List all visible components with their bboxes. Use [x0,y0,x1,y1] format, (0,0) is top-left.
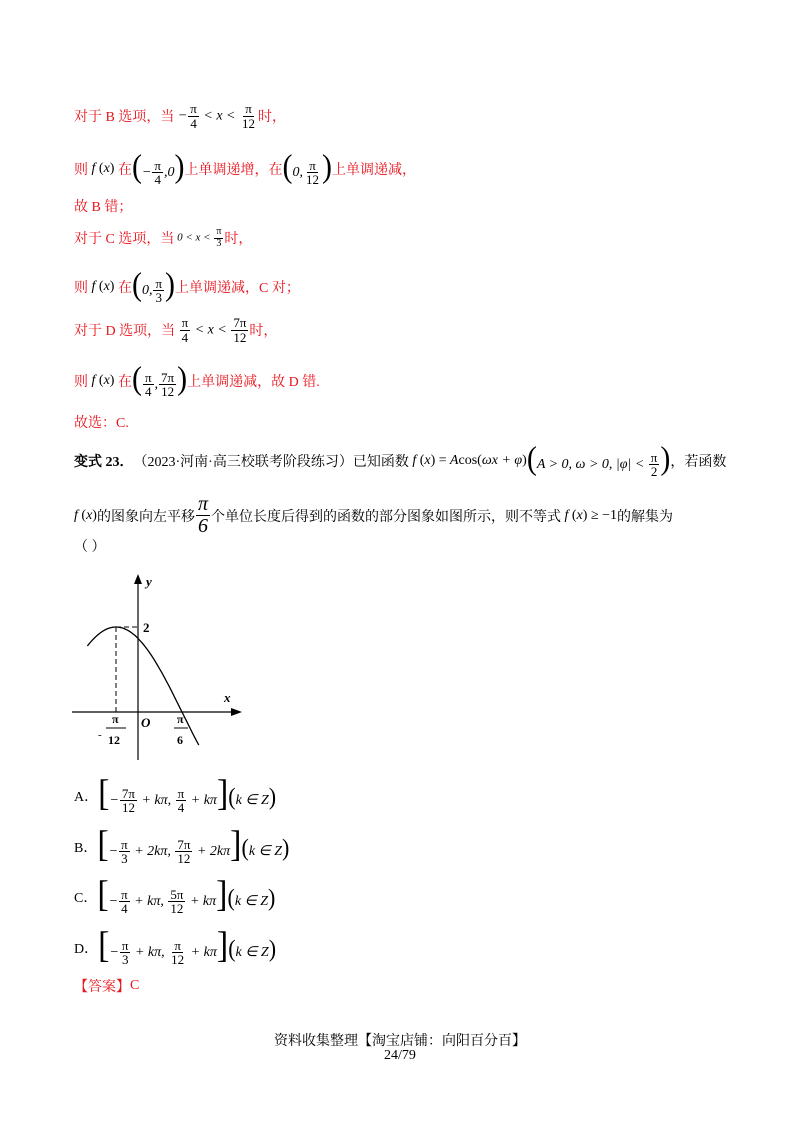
interval-b2: (0, $\frac{\pi}{12}$ ) [282,148,332,188]
interval-d: ( $\frac{\pi}{4}$ , $\frac{7\pi}{12}$ ) [131,360,188,400]
inequality-c: 0 < x < $\frac{\pi}{3}$ [174,226,222,249]
y-axis-label: y [146,574,152,589]
analysis-d-line1: 对于 D 选项，当 $\frac{\pi}{4}$ < x < $\frac{7\pi}{12}$ 时， [74,315,278,345]
analysis-c-line1: 对于 C 选项，当 0 < x < $\frac{\pi}{3}$ 时， [74,226,253,249]
x-axis-label: x [224,690,231,705]
option-a-interval: [− $\frac{7\pi}{12}$ + kπ, $\frac{\pi}{4}$ + kπ](k ∈ Z) [98,773,277,816]
analysis-c-line2: 则 f (x) 在 (0, $\frac{\pi}{3}$ ) 上单调递减，C 对； [74,266,300,306]
function-definition: f (x) = Acos(ωx + φ) [408,453,527,469]
analysis-d-line2: 则 f (x) 在 ( $\frac{\pi}{4}$ , $\frac{7\pi}{12}$ ) 上单调递减，故 D 错. [74,360,320,400]
function-graph [68,570,258,770]
y-axis-arrow [134,574,142,584]
option-b-interval: [− $\frac{\pi}{3}$ + 2kπ, $\frac{7\pi}{12}$ + 2kπ](k ∈ Z) [97,824,290,867]
origin-label: O [141,715,151,730]
tick-left-sign: - [98,729,102,741]
question-blank: （ ） [74,540,106,555]
footer-source: 资料收集整理【淘宝店铺：向阳百分百】 [274,1034,526,1049]
answer-tag: 【答案】 [74,980,130,995]
analysis-b-line2: 则 f (x) 在 (− $\frac{\pi}{4}$ ,0) 上单调递增，在 (0, $\frac{\pi}{12}$ ) 上单调递减， [74,148,416,188]
interval-c: (0, $\frac{\pi}{3}$ ) [131,266,176,306]
option-c[interactable]: C． [− $\frac{\pi}{4}$ + kπ, $\frac{5\pi}{12}$ + kπ](k ∈ Z) [74,874,276,917]
inequality-question: f (x) ≥ −1 [560,507,618,523]
option-d-interval: [− $\frac{\pi}{3}$ + kπ, $\frac{\pi}{12}$ + kπ](k ∈ Z) [98,925,277,968]
tick-left-numerator: π [112,712,119,726]
inequality-d: $\frac{\pi}{4}$ < x < $\frac{7\pi}{12}$ [181,315,247,345]
tick-left-denominator: 12 [108,733,120,747]
question-number: 变式 23． [74,455,134,471]
option-a[interactable]: A． [− $\frac{7\pi}{12}$ + kπ, $\frac{\pi}{4}$ + kπ](k ∈ Z) [74,773,277,816]
answer-value: C [130,978,140,993]
interval-b1: (− $\frac{\pi}{4}$ ,0) [131,148,185,188]
analysis-choice: 故选：C. [74,416,129,431]
x-axis-arrow [231,708,242,716]
max-value-label: 2 [143,620,150,635]
question-line2: f (x) 的图象向左平移 $\frac{\pi}{6}$ 个单位长度后得到的函数的部分图象如图所示，则不等式 f (x) ≥ −1 的解集为 [74,493,674,537]
option-c-interval: [− $\frac{\pi}{4}$ + kπ, $\frac{5\pi}{12}$ + kπ](k ∈ Z) [97,874,276,917]
page-number: 24/79 [384,1048,416,1063]
answer-line [74,976,139,996]
tick-right-denominator: 6 [177,733,183,747]
inequality-b: − $\frac{\pi}{4}$ < x < $\frac{\pi}{12}$ [174,101,255,131]
fx-symbol: f (x) [88,161,115,177]
question-line1: 变式 23． （2023·河南·高三校联考阶段练习）已知函数 f (x) = Acos(ωx + φ) (A > 0, ω > 0, |φ| < $\frac{\pi}{2}$ ) ，若函数 [74,440,727,480]
option-d[interactable]: D． [− $\frac{\pi}{3}$ + kπ, $\frac{\pi}{12}$ + kπ](k ∈ Z) [74,925,277,968]
function-conditions: (A > 0, ω > 0, |φ| < $\frac{\pi}{2}$ ) [526,440,671,480]
shift-amount: $\frac{\pi}{6}$ [197,493,208,537]
tick-right-numerator: π [177,712,184,726]
analysis-b-line1: 对于 B 选项，当 − $\frac{\pi}{4}$ < x < $\frac{\pi}{12}$ 时， [74,101,286,131]
analysis-b-conclusion: 故 B 错； [74,200,133,215]
question-source: （2023·河南·高三校联考阶段练习）已知函数 [133,455,409,471]
option-b[interactable]: B． [− $\frac{\pi}{3}$ + 2kπ, $\frac{7\pi}{12}$ + 2kπ](k ∈ Z) [74,824,290,867]
